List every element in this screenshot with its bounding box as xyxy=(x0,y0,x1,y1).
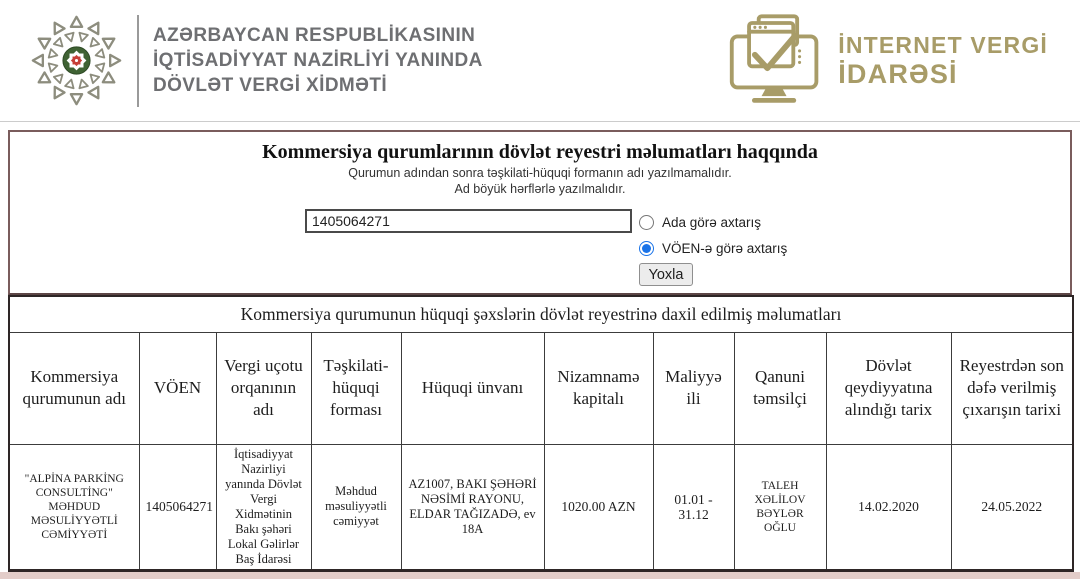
ministry-title-line3: DÖVLƏT VERGİ XİDMƏTİ xyxy=(153,75,388,96)
cell-registration-date: 14.02.2020 xyxy=(826,444,951,570)
ministry-title-line1: AZƏRBAYCAN RESPUBLİKASININ xyxy=(153,25,476,46)
logo-divider xyxy=(137,15,139,107)
ministry-title-line2: İQTİSADİYYAT NAZİRLİYİ YANINDA xyxy=(153,50,483,71)
cell-fiscal-year: 01.01 - 31.12 xyxy=(653,444,734,570)
col-header-legal-address: Hüquqi ünvanı xyxy=(401,332,544,444)
col-header-legal-form: Təşkilati-hüquqi forması xyxy=(311,332,401,444)
bottom-strip xyxy=(0,572,1080,579)
col-header-fiscal-year: Maliyyə ili xyxy=(653,332,734,444)
radio-search-by-name[interactable] xyxy=(639,209,787,235)
radio-search-by-voen-input[interactable] xyxy=(639,241,654,256)
state-tax-service-logo xyxy=(28,12,483,109)
form-title: Kommersiya qurumlarının dövlət reyestri məlumatları haqqında xyxy=(262,141,818,163)
ministry-title xyxy=(153,23,483,98)
search-controls xyxy=(639,209,787,286)
search-form-panel xyxy=(8,130,1072,295)
cell-voen: 1405064271 xyxy=(139,444,216,570)
table-caption-row xyxy=(9,296,1073,332)
col-header-registration-date: Dövlət qeydiyyatına alındığı tarix xyxy=(826,332,951,444)
cell-tax-authority: İqtisadiyyat Nazirliyi yanında Dövlət Vergi Xidmətinin Bakı şəhəri Lokal Gəlirlər Baş İdarəsi xyxy=(216,444,311,570)
state-tax-service-emblem-icon xyxy=(28,12,125,109)
col-header-tax-authority: Vergi uçotu orqanının adı xyxy=(216,332,311,444)
search-row xyxy=(305,209,1070,286)
cell-legal-address: AZ1007, BAKI ŞƏHƏRİ NƏSİMİ RAYONU, ELDAR TAĞIZADƏ, ev 18A xyxy=(401,444,544,570)
form-note-2: Ad böyük hərflərlə yazılmalıdır. xyxy=(454,182,626,196)
cell-last-extract-date: 24.05.2022 xyxy=(951,444,1073,570)
internet-tax-office-logo xyxy=(726,12,1048,109)
radio-search-by-name-input[interactable] xyxy=(639,215,654,230)
portal-title xyxy=(838,31,1048,90)
col-header-voen: VÖEN xyxy=(139,332,216,444)
check-button[interactable]: Yoxla xyxy=(639,263,693,286)
registry-table xyxy=(8,295,1074,572)
col-header-legal-representative: Qanuni təmsilçi xyxy=(734,332,826,444)
cell-legal-representative: TALEH XƏLİLOV BƏYLƏR OĞLU xyxy=(734,444,826,570)
cell-charter-capital: 1020.00 AZN xyxy=(544,444,653,570)
form-note-1: Qurumun adından sonra təşkilati-hüquqi formanın adı yazılmamalıdır. xyxy=(348,166,732,180)
table-caption: Kommersiya qurumunun hüquqi şəxslərin dövlət reyestrinə daxil edilmiş məlumatları xyxy=(9,296,1073,332)
header xyxy=(0,0,1080,122)
internet-tax-office-monitor-check-icon xyxy=(726,12,826,109)
table-data-row xyxy=(9,444,1073,570)
radio-search-by-voen[interactable] xyxy=(639,235,787,261)
cell-legal-form: Məhdud məsuliyyətli cəmiyyət xyxy=(311,444,401,570)
col-header-company-name: Kommersiya qurumunun adı xyxy=(9,332,139,444)
radio-search-by-name-label: Ada görə axtarış xyxy=(662,214,762,230)
col-header-charter-capital: Nizamnamə kapitalı xyxy=(544,332,653,444)
table-header-row xyxy=(9,332,1073,444)
radio-search-by-voen-label: VÖEN-ə görə axtarış xyxy=(662,240,788,256)
portal-title-line2: İDARƏSİ xyxy=(838,59,958,89)
cell-company-name: "ALPİNA PARKİNG CONSULTİNG" MƏHDUD MƏSULİYYƏTLİ CƏMİYYƏTİ xyxy=(9,444,139,570)
portal-title-line1: İNTERNET VERGİ xyxy=(838,32,1048,58)
col-header-last-extract-date: Reyestrdən son dəfə verilmiş çıxarışın tarixi xyxy=(951,332,1073,444)
search-input[interactable] xyxy=(305,209,632,233)
